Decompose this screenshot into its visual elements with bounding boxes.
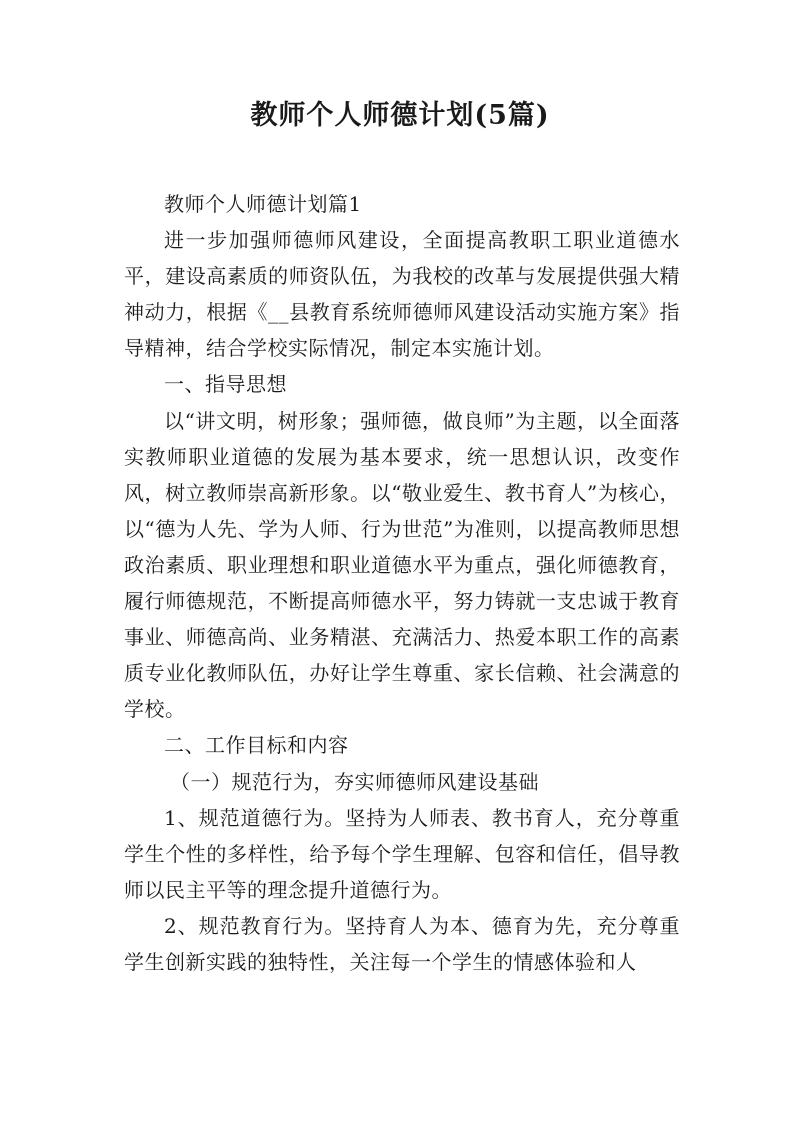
section-heading-goals: 二、工作目标和内容 [164,733,349,758]
section-heading-guiding-thought: 一、指导思想 [164,372,287,397]
paragraph-teaching-behavior: 2、规范教育行为。坚持育人为本、德育为先，充分尊重学生创新实践的独特性，关注每一个学生的情感体验和人 [124,913,680,974]
section-heading-plan-1: 教师个人师德计划篇1 [164,192,362,216]
document-title: 教师个人师德计划(5篇) [250,100,550,131]
subsection-heading-standardize: （一）规范行为，夯实师德师风建设基础 [170,769,539,794]
paragraph-moral-behavior: 1、规范道德行为。坚持为人师表、教书育人，充分尊重学生个性的多样性，给予每个学生理解、包容和信任，倡导教师以民主平等的理念提升道德行为。 [124,805,680,902]
paragraph-intro: 进一步加强师德师风建设，全面提高教职工职业道德水平，建设高素质的师资队伍，为我校的改革与发展提供强大精神动力，根据《__县教育系统师德师风建设活动实施方案》指导精神，结合学校实际情况，制定本实施计划。 [124,228,680,361]
document-body [124,186,680,980]
paragraph-guiding-thought: 以“讲文明，树形象；强师德，做良师”为主题，以全面落实教师职业道德的发展为基本要求，统一思想认识，改变作风，树立教师崇高新形象。以“敬业爱生、教书育人”为核心，以“德为人先、学为人师、行为世范”为准则，以提高教师思想政治素质、职业理想和职业道德水平为重点，强化师德教育，履行师德规范，不断提高师德水平，努力铸就一支忠诚于教育事业、师德高尚、业务精湛、充满活力、热爱本职工作的高素质专业化教师队伍，办好让学生尊重、家长信赖、社会满意的学校。 [124,408,680,722]
